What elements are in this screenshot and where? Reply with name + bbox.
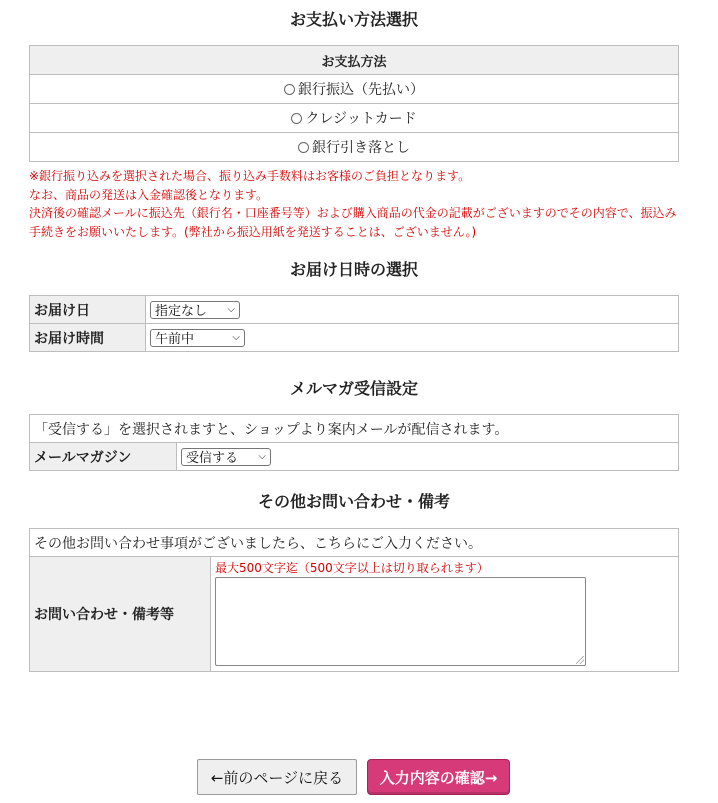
payment-option-bank-transfer[interactable]	[30, 75, 679, 104]
radio-button[interactable]	[284, 84, 295, 95]
delivery-date-value: 指定なし	[155, 304, 208, 319]
inquiry-section-title: その他お問い合わせ・備考	[257, 492, 450, 511]
payment-option-label: クレジットカード	[305, 111, 417, 127]
payment-section-title: お支払い方法選択	[289, 10, 418, 29]
payment-method-header: お支払方法	[30, 46, 679, 75]
inquiry-cell	[211, 557, 679, 672]
resize-grip-icon[interactable]	[576, 656, 584, 664]
inquiry-textarea[interactable]	[215, 577, 586, 666]
newsletter-label: メールマガジン	[30, 443, 177, 471]
delivery-time-cell	[146, 324, 679, 352]
delivery-date-label: お届け日	[30, 296, 146, 324]
chevron-down-icon: ⌵	[258, 451, 266, 462]
payment-table	[29, 45, 679, 162]
newsletter-value: 受信する	[186, 451, 239, 466]
inquiry-table	[29, 528, 679, 672]
payment-note-line: ※銀行振り込みを選択された場合、振り込み手数料はお客様のご負担となります。	[29, 169, 471, 183]
chevron-down-icon: ⌵	[227, 304, 235, 315]
inquiry-label: お問い合わせ・備考等	[30, 557, 211, 672]
inquiry-limit-note: 最大500文字迄（500文字以上は切り取られます）	[215, 561, 489, 575]
back-button[interactable]: ←前のページに戻る	[197, 759, 357, 795]
payment-option-credit-card[interactable]	[30, 104, 679, 133]
radio-button[interactable]	[298, 142, 309, 153]
delivery-time-select[interactable]	[150, 329, 245, 347]
newsletter-section-title: メルマガ受信設定	[289, 379, 418, 398]
newsletter-select[interactable]	[181, 448, 271, 466]
newsletter-table	[29, 414, 679, 471]
newsletter-info: 「受信する」を選択されますと、ショップより案内メールが配信されます。	[30, 415, 679, 443]
delivery-date-cell	[146, 296, 679, 324]
inquiry-info: その他お問い合わせ事項がございましたら、こちらにご入力ください。	[30, 529, 679, 557]
payment-note-line: なお、商品の発送は入金確認後となります。	[29, 187, 269, 202]
delivery-time-value: 午前中	[155, 332, 195, 347]
delivery-time-label: お届け時間	[30, 324, 146, 352]
payment-option-direct-debit[interactable]	[30, 133, 679, 162]
delivery-section-title: お届け日時の選択	[289, 260, 418, 279]
delivery-table	[29, 295, 679, 352]
radio-button[interactable]	[291, 113, 302, 124]
payment-option-label: 銀行引き落とし	[312, 140, 410, 156]
payment-option-label: 銀行振込（先払い）	[298, 82, 424, 98]
payment-notes	[29, 167, 689, 241]
confirm-button[interactable]: 入力内容の確認→	[367, 759, 510, 795]
payment-note-line: 決済後の確認メールに振込先（銀行名・口座番号等）および購入商品の代金の記載がございますのでその内容で、振込み	[29, 206, 677, 220]
newsletter-cell	[177, 443, 679, 471]
chevron-down-icon: ⌵	[232, 332, 240, 343]
delivery-date-select[interactable]	[150, 301, 240, 319]
payment-note-line: 手続きをお願いいたします。(弊社から振込用紙を発送することは、ございません。)	[29, 224, 477, 239]
